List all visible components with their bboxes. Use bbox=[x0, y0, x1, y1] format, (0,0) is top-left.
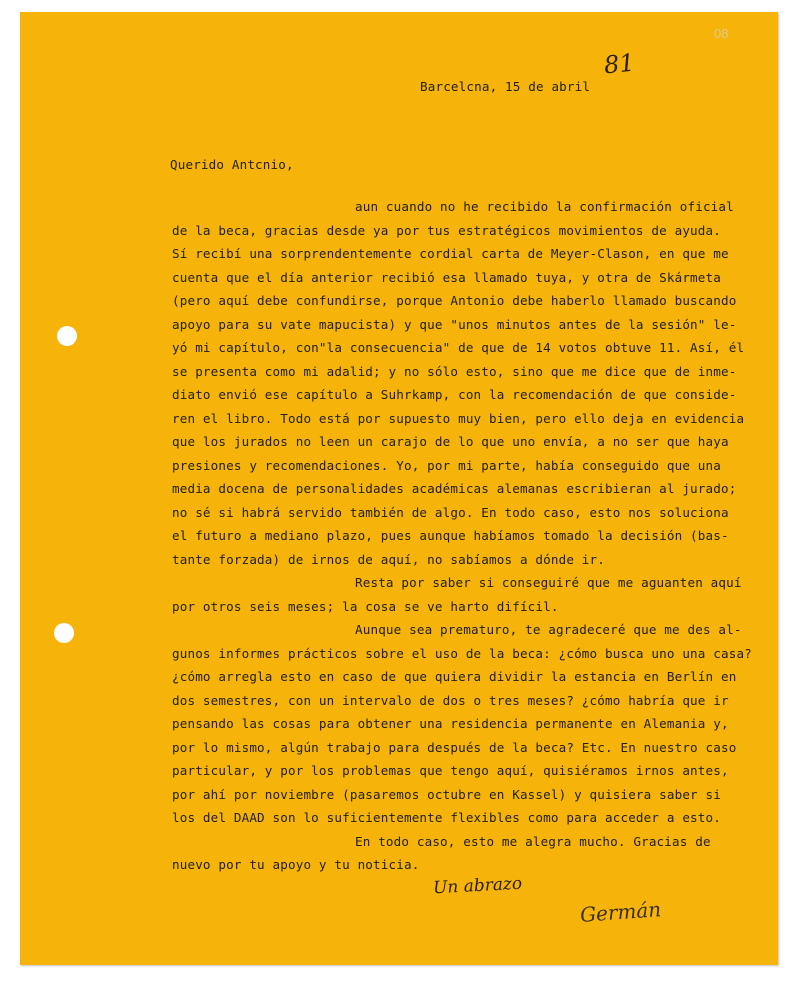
letter-line: dos semestres, con un intervalo de dos o tres meses? ¿cómo habría que ir bbox=[172, 692, 729, 708]
letter-line: ren el libro. Todo está por supuesto muy bien, pero ello deja en evidencia bbox=[172, 410, 745, 426]
letter-line: presiones y recomendaciones. Yo, por mi parte, había conseguido que una bbox=[172, 457, 721, 473]
letter-line: los del DAAD son lo suficientemente flexibles como para acceder a esto. bbox=[172, 810, 721, 825]
punch-hole-bottom bbox=[54, 623, 74, 643]
letter-line: de la beca, gracias desde ya por tus estratégicos movimientos de ayuda. bbox=[172, 222, 721, 238]
letter-line: (pero aquí debe confundirse, porque Antonio debe haberlo llamado buscando bbox=[172, 293, 737, 308]
letter-line: apoyo para su vate mapucista) y que "unos minutos antes de la sesión" le- bbox=[172, 316, 737, 332]
letter-line: no sé si habrá servido también de algo. En todo caso, esto nos soluciona bbox=[172, 504, 729, 520]
letter-line: por ahí por noviembre (pasaremos octubre en Kassel) y quisiera saber si bbox=[172, 786, 721, 802]
letter-line: por otros seis meses; la cosa se ve harto difícil. bbox=[172, 598, 559, 614]
punch-hole-top bbox=[57, 326, 77, 346]
letter-line: En todo caso, esto me alegra mucho. Gracias de bbox=[355, 833, 711, 849]
letter-line: gunos informes prácticos sobre el uso de la beca: ¿cómo busca uno una casa? bbox=[172, 645, 752, 661]
page-number: 81 bbox=[602, 48, 636, 80]
letter-line: particular, y por los problemas que tengo aquí, quisiéramos irnos antes, bbox=[172, 763, 729, 778]
closing-handwritten: Un abrazo bbox=[432, 873, 523, 899]
letter-line: ¿cómo arregla esto en caso de que quiera dividir la estancia en Berlín en bbox=[172, 669, 737, 684]
letter-body bbox=[172, 199, 752, 881]
letter-line: se presenta como mi adalid; y no sólo esto, sino que me dice que de inme- bbox=[172, 363, 737, 379]
letter-line: yó mi capítulo, con"la consecuencia" de que de 14 votos obtuve 11. Así, él bbox=[172, 340, 745, 355]
letter-line: Sí recibí una sorprendentemente cordial carta de Meyer-Clason, en que me bbox=[172, 246, 729, 261]
signature-handwritten: Germán bbox=[579, 897, 662, 927]
letter-line: diato envió ese capítulo a Suhrkamp, con la recomendación de que conside- bbox=[172, 387, 737, 402]
letter-line: Resta por saber si conseguiré que me aguanten aquí bbox=[355, 575, 742, 590]
letter-line: cuenta que el día anterior recibió esa llamado tuya, y otra de Skármeta bbox=[172, 269, 721, 285]
letter-line: Aunque sea prematuro, te agradeceré que me des al- bbox=[355, 622, 742, 637]
letter-line: media docena de personalidades académicas alemanas escribieran al jurado; bbox=[172, 481, 737, 496]
letter-line: nuevo por tu apoyo y tu noticia. bbox=[172, 857, 420, 872]
letter-date: Barcelcna, 15 de abril bbox=[420, 79, 591, 94]
letter-line: tante forzada) de irnos de aquí, no sabíamos a dónde ir. bbox=[172, 551, 605, 567]
salutation: Querido Antcnio, bbox=[170, 157, 294, 172]
archive-stamp: 08 bbox=[714, 26, 729, 41]
letter-line: por lo mismo, algún trabajo para después de la beca? Etc. En nuestro caso bbox=[172, 739, 737, 755]
letter-line: que los jurados no leen un carajo de lo que uno envía, a no ser que haya bbox=[172, 434, 729, 449]
letter-line: aun cuando no he recibido la confirmación oficial bbox=[355, 199, 734, 214]
letter-line: pensando las cosas para obtener una residencia permanente en Alemania y, bbox=[172, 716, 729, 731]
letter-line: el futuro a mediano plazo, pues aunque habíamos tomado la decisión (bas- bbox=[172, 528, 729, 543]
